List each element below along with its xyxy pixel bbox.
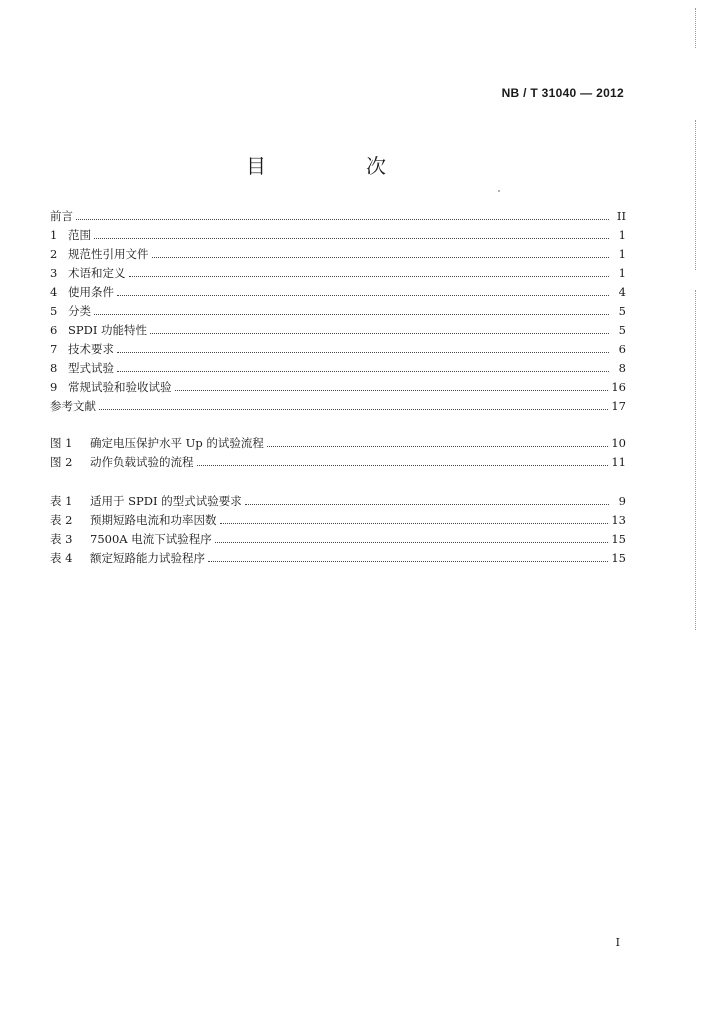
dot-leader bbox=[117, 295, 609, 296]
toc-entry-number: 9 bbox=[50, 380, 58, 394]
toc-entry[interactable] bbox=[50, 321, 626, 340]
dot-leader bbox=[267, 446, 608, 447]
toc-entry[interactable] bbox=[50, 511, 626, 530]
toc-entry-number: 图 1 bbox=[50, 436, 73, 450]
toc-entry-label: 动作负载试验的流程 bbox=[90, 455, 194, 469]
toc-entry-page: 15 bbox=[611, 551, 626, 565]
toc-entry-label: 适用于 SPDI 的型式试验要求 bbox=[90, 494, 242, 508]
toc-entry-number: 表 1 bbox=[50, 494, 73, 508]
toc-entry-label: 确定电压保护水平 Up 的试验流程 bbox=[90, 436, 264, 450]
dot-leader bbox=[99, 409, 608, 410]
toc-entry-number: 6 bbox=[50, 323, 58, 337]
toc-entry-number: 2 bbox=[50, 247, 58, 261]
toc-entry[interactable] bbox=[50, 207, 626, 226]
dot-leader bbox=[129, 276, 610, 277]
toc-tables bbox=[50, 492, 626, 568]
scan-edge-mark bbox=[695, 290, 696, 630]
toc-entry[interactable] bbox=[50, 492, 626, 511]
dot-leader bbox=[220, 523, 609, 524]
dot-leader bbox=[175, 390, 609, 391]
dot-leader bbox=[76, 219, 609, 220]
page-number: I bbox=[615, 936, 620, 949]
dot-leader bbox=[150, 333, 609, 334]
toc-entry-page: 4 bbox=[618, 285, 626, 299]
toc-entry-page: 1 bbox=[618, 247, 626, 261]
toc-entry-number: 图 2 bbox=[50, 455, 73, 469]
toc-entry-number: 7 bbox=[50, 342, 58, 356]
toc-entry-page: 5 bbox=[618, 304, 626, 318]
toc-entry-page: 17 bbox=[611, 399, 626, 413]
toc-entry-page: 1 bbox=[618, 266, 626, 280]
toc-entry-label: 规范性引用文件 bbox=[68, 247, 149, 261]
toc-entry[interactable] bbox=[50, 434, 626, 453]
scan-edge-mark bbox=[695, 8, 696, 48]
toc-entry[interactable] bbox=[50, 283, 626, 302]
toc-entry-label: 技术要求 bbox=[68, 342, 114, 356]
dot-leader bbox=[197, 465, 609, 466]
toc-entry[interactable] bbox=[50, 245, 626, 264]
toc-entry[interactable] bbox=[50, 359, 626, 378]
dot-leader bbox=[245, 504, 609, 505]
toc-entry[interactable] bbox=[50, 453, 626, 472]
toc-entry[interactable] bbox=[50, 302, 626, 321]
toc-entry-number: 表 3 bbox=[50, 532, 73, 546]
toc-entry-page: 5 bbox=[618, 323, 626, 337]
toc-entry-page: II bbox=[616, 209, 626, 223]
toc-chapters bbox=[50, 207, 626, 416]
toc-entry-label: 前言 bbox=[50, 209, 73, 223]
dot-leader bbox=[117, 352, 609, 353]
toc-entry-number: 表 4 bbox=[50, 551, 73, 565]
toc-entry-label: 额定短路能力试验程序 bbox=[90, 551, 205, 565]
toc-entry-label: 7500A 电流下试验程序 bbox=[90, 532, 212, 546]
toc-entry-label: SPDI 功能特性 bbox=[68, 323, 148, 337]
toc-entry[interactable] bbox=[50, 340, 626, 359]
toc-entry-number: 表 2 bbox=[50, 513, 73, 527]
dot-leader bbox=[94, 238, 609, 239]
toc-entry-page: 8 bbox=[618, 361, 626, 375]
toc-entry-page: 11 bbox=[611, 455, 626, 469]
toc-entry-label: 术语和定义 bbox=[68, 266, 126, 280]
toc-entry-label: 使用条件 bbox=[68, 285, 114, 299]
toc-entry-number: 8 bbox=[50, 361, 58, 375]
toc-entry-number: 3 bbox=[50, 266, 58, 280]
scan-edge-mark bbox=[695, 120, 696, 270]
toc-entry-label: 分类 bbox=[68, 304, 91, 318]
toc-entry-page: 9 bbox=[618, 494, 626, 508]
toc-entry-number: 5 bbox=[50, 304, 58, 318]
toc-entry-number: 4 bbox=[50, 285, 58, 299]
toc-entry-page: 15 bbox=[611, 532, 626, 546]
toc-entry-number: 1 bbox=[50, 228, 58, 242]
toc-entry[interactable] bbox=[50, 397, 626, 416]
dot-leader bbox=[215, 542, 609, 543]
toc-entry[interactable] bbox=[50, 549, 626, 568]
dot-leader bbox=[117, 371, 609, 372]
toc-entry[interactable] bbox=[50, 226, 626, 245]
toc-entry-label: 型式试验 bbox=[68, 361, 114, 375]
toc-figures bbox=[50, 434, 626, 472]
toc-entry[interactable] bbox=[50, 378, 626, 397]
standard-number: NB / T 31040 — 2012 bbox=[501, 86, 624, 100]
dot-leader bbox=[208, 561, 608, 562]
toc-entry-page: 1 bbox=[618, 228, 626, 242]
toc-entry-label: 范围 bbox=[68, 228, 91, 242]
toc-entry-page: 10 bbox=[611, 436, 626, 450]
toc-entry-label: 参考文献 bbox=[50, 399, 96, 413]
toc-entry-label: 预期短路电流和功率因数 bbox=[90, 513, 217, 527]
scan-speck bbox=[498, 190, 500, 192]
toc-entry[interactable] bbox=[50, 264, 626, 283]
toc-entry[interactable] bbox=[50, 530, 626, 549]
dot-leader bbox=[152, 257, 610, 258]
dot-leader bbox=[94, 314, 609, 315]
page-title: 目 次 bbox=[246, 154, 426, 178]
toc-entry-page: 13 bbox=[611, 513, 626, 527]
toc-entry-label: 常规试验和验收试验 bbox=[68, 380, 172, 394]
toc-entry-page: 6 bbox=[618, 342, 626, 356]
toc-entry-page: 16 bbox=[611, 380, 626, 394]
